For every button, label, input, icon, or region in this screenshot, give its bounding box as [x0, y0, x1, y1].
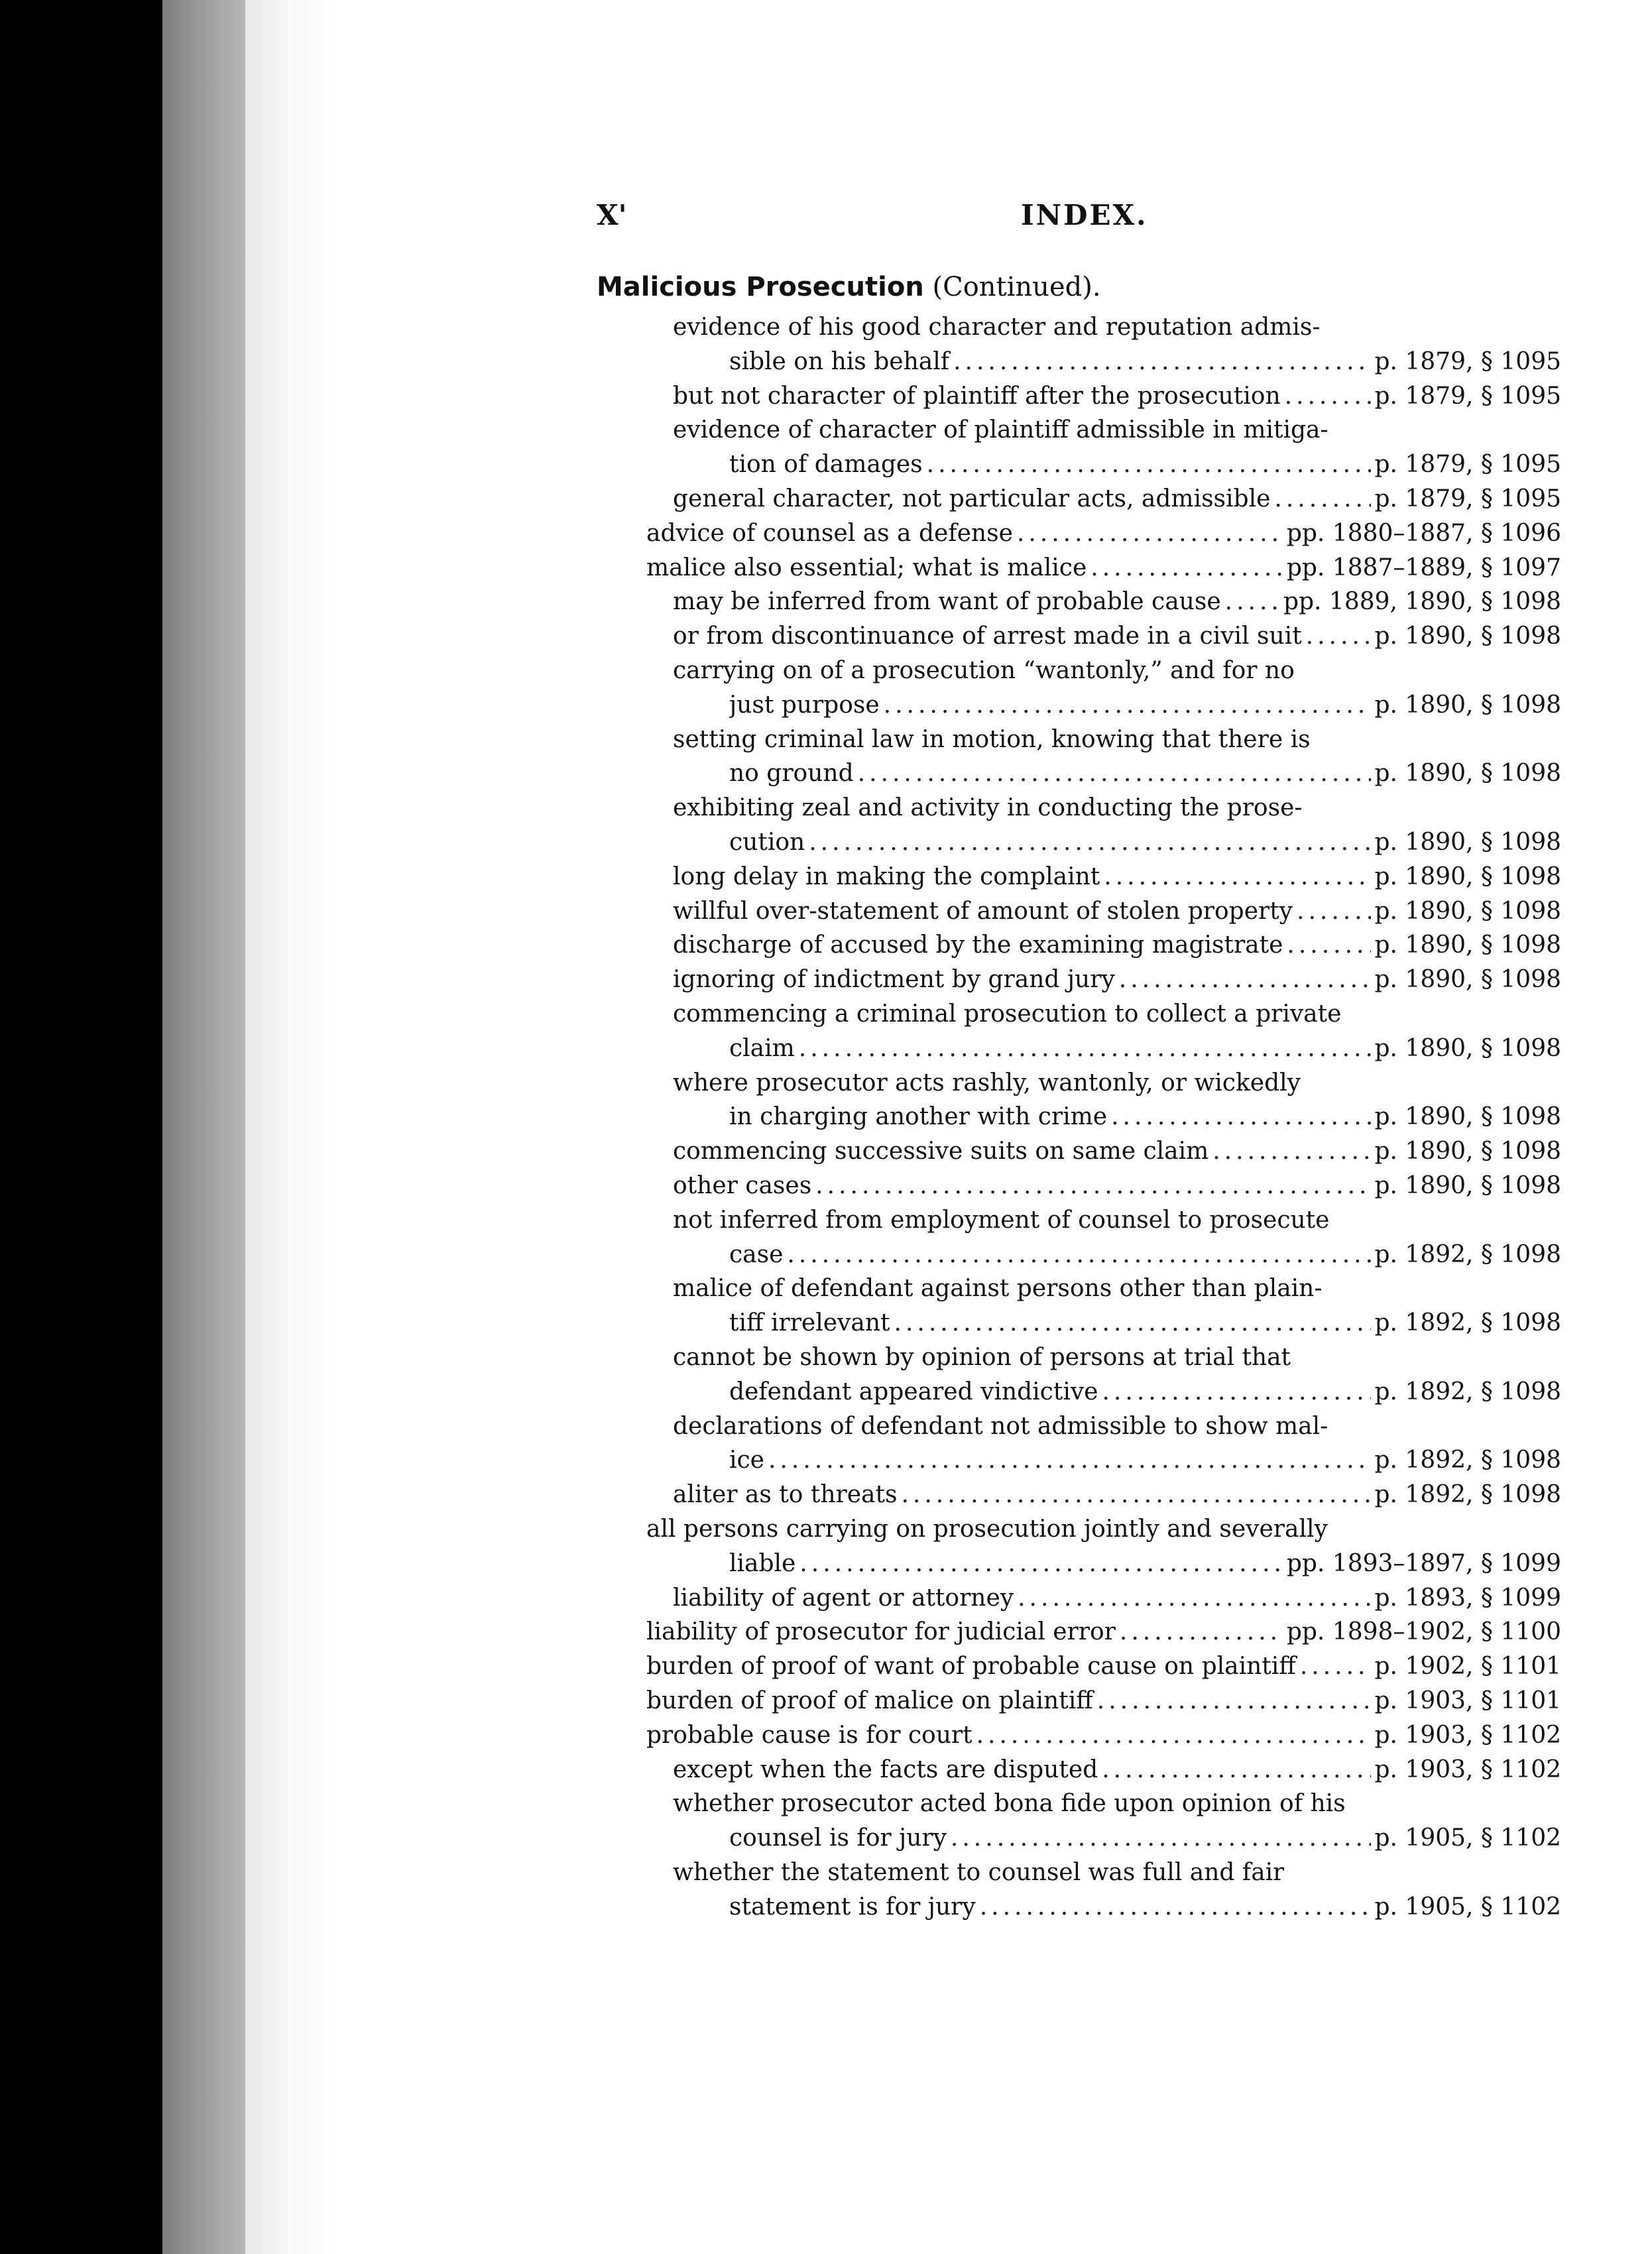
- index-entry: [673, 1134, 1561, 1169]
- index-entry: [646, 516, 1561, 551]
- index-entry: [729, 825, 1561, 860]
- leader-dots: [1225, 585, 1279, 619]
- leader-dots: [1119, 963, 1371, 997]
- entry-text: liability of agent or attorney: [673, 1584, 1014, 1612]
- index-entry: malice of defendant against persons other than plain-: [673, 1275, 1323, 1302]
- entry-text: defendant appeared vindictive: [729, 1378, 1098, 1405]
- index-entry: [673, 1169, 1561, 1203]
- index-entry: [729, 1547, 1561, 1581]
- entry-text: malice also essential; what is malice: [646, 554, 1087, 581]
- page-reference: pp. 1893–1897, § 1099: [1286, 1550, 1561, 1577]
- page-reference: p. 1892, § 1098: [1374, 1241, 1561, 1268]
- page-reference: p. 1890, § 1098: [1374, 863, 1561, 890]
- index-entry: [729, 1306, 1561, 1340]
- entry-text: just purpose: [729, 691, 880, 719]
- book-spine-shadow: [162, 0, 245, 2254]
- section-heading: [597, 272, 1101, 302]
- index-entry: cannot be shown by opinion of persons at trial that: [673, 1344, 1291, 1371]
- entry-text: cution: [729, 829, 805, 856]
- leader-dots: [1102, 1753, 1370, 1787]
- section-continued-label: (Continued).: [932, 272, 1101, 302]
- index-entry: [646, 1615, 1561, 1649]
- page-reference: p. 1890, § 1098: [1374, 966, 1561, 993]
- entry-text: sible on his behalf: [729, 348, 950, 375]
- entry-text: ice: [729, 1447, 764, 1474]
- leader-dots: [894, 1306, 1371, 1340]
- leader-dots: [858, 756, 1371, 791]
- entry-text: advice of counsel as a defense: [646, 520, 1013, 547]
- leader-dots: [1091, 551, 1283, 585]
- index-entry: whether prosecutor acted bona fide upon opinion of his: [673, 1790, 1346, 1817]
- leader-dots: [815, 1169, 1370, 1203]
- entry-text: discharge of accused by the examining magistrate: [673, 931, 1283, 959]
- entry-text: in charging another with crime: [729, 1103, 1108, 1130]
- index-entry: [729, 1443, 1561, 1478]
- entry-text: aliter as to threats: [673, 1481, 898, 1508]
- index-entry: [673, 963, 1561, 997]
- scan-left-margin: [0, 0, 162, 2254]
- index-entry: [729, 1032, 1561, 1066]
- leader-dots: [1274, 482, 1370, 516]
- index-entry: [729, 756, 1561, 791]
- page-reference: p. 1892, § 1098: [1374, 1481, 1561, 1508]
- index-entry: [673, 1478, 1561, 1512]
- entry-text: willful over-statement of amount of stolen property: [673, 898, 1293, 925]
- index-entry: evidence of character of plaintiff admissible in mitiga-: [673, 416, 1328, 444]
- leader-dots: [1017, 516, 1283, 551]
- page-reference: pp. 1898–1902, § 1100: [1286, 1618, 1561, 1645]
- page-reference: p. 1879, § 1095: [1374, 485, 1561, 512]
- page-reference: p. 1892, § 1098: [1374, 1378, 1561, 1405]
- page-reference: p. 1905, § 1102: [1374, 1824, 1561, 1852]
- index-entry: [673, 619, 1561, 654]
- entry-text: liable: [729, 1550, 796, 1577]
- leader-dots: [1111, 1100, 1370, 1134]
- entry-text: long delay in making the complaint: [673, 863, 1100, 890]
- page-reference: p. 1893, § 1099: [1374, 1584, 1561, 1612]
- index-entry: [646, 551, 1561, 585]
- entry-text: probable cause is for court: [646, 1722, 973, 1749]
- leader-dots: [951, 1821, 1371, 1856]
- leader-dots: [901, 1478, 1370, 1512]
- leader-dots: [884, 688, 1371, 723]
- index-entry: [646, 1649, 1561, 1684]
- leader-dots: [1285, 379, 1371, 414]
- entry-text: but not character of plaintiff after the prosecution: [673, 383, 1281, 410]
- section-title: Malicious Prosecution: [597, 272, 924, 302]
- index-entry: [673, 379, 1561, 414]
- page-reference: p. 1890, § 1098: [1374, 898, 1561, 925]
- entry-text: claim: [729, 1035, 795, 1062]
- index-entry: [673, 1753, 1561, 1787]
- leader-dots: [809, 825, 1370, 860]
- leader-dots: [1097, 1684, 1371, 1718]
- entry-text: statement is for jury: [729, 1893, 976, 1921]
- index-entry: commencing a criminal prosecution to collect a private: [673, 1000, 1342, 1028]
- leader-dots: [980, 1890, 1371, 1925]
- page-reference: pp. 1887–1889, § 1097: [1286, 554, 1561, 581]
- page-reference: p. 1879, § 1095: [1374, 451, 1561, 478]
- page-reference: p. 1892, § 1098: [1374, 1309, 1561, 1336]
- page-reference: p. 1902, § 1101: [1374, 1653, 1561, 1680]
- index-entry: carrying on of a prosecution “wantonly,” and for no: [673, 657, 1295, 684]
- leader-dots: [1104, 860, 1370, 894]
- entry-text: or from discontinuance of arrest made in a civil suit: [673, 623, 1302, 650]
- page-reference: p. 1890, § 1098: [1374, 1035, 1561, 1062]
- page-reference: p. 1890, § 1098: [1374, 691, 1561, 719]
- page-reference: p. 1890, § 1098: [1374, 829, 1561, 856]
- leader-dots: [1306, 619, 1371, 654]
- page-reference: p. 1890, § 1098: [1374, 1138, 1561, 1165]
- page-reference: pp. 1880–1887, § 1096: [1286, 520, 1561, 547]
- index-entry: [646, 1684, 1561, 1718]
- leader-dots: [1102, 1375, 1370, 1409]
- page-reference: pp. 1889, 1890, § 1098: [1283, 588, 1561, 615]
- index-entry: exhibiting zeal and activity in conducting the prose-: [673, 794, 1303, 821]
- index-entry: [673, 482, 1561, 516]
- index-entry: [673, 928, 1561, 963]
- entry-text: no ground: [729, 760, 854, 787]
- entry-text: burden of proof of want of probable cause on plaintiff: [646, 1653, 1296, 1680]
- leader-dots: [1212, 1134, 1370, 1169]
- entry-text: tiff irrelevant: [729, 1309, 890, 1336]
- index-entry: [729, 1821, 1561, 1856]
- index-entry: [729, 447, 1561, 482]
- entry-text: tion of damages: [729, 451, 923, 478]
- index-entry: [673, 894, 1561, 929]
- page-number: X': [597, 199, 627, 231]
- leader-dots: [1120, 1615, 1283, 1649]
- index-entry: [729, 1238, 1561, 1272]
- index-entry: setting criminal law in motion, knowing that there is: [673, 726, 1311, 753]
- entry-text: case: [729, 1241, 784, 1268]
- index-entry: where prosecutor acts rashly, wantonly, or wickedly: [673, 1069, 1301, 1097]
- index-entry: [673, 1581, 1561, 1616]
- entry-text: ignoring of indictment by grand jury: [673, 966, 1115, 993]
- page-header: [597, 199, 1564, 252]
- leader-dots: [953, 345, 1370, 379]
- page-reference: p. 1879, § 1095: [1374, 383, 1561, 410]
- entry-text: counsel is for jury: [729, 1824, 947, 1852]
- entry-text: commencing successive suits on same claim: [673, 1138, 1209, 1165]
- leader-dots: [927, 447, 1371, 482]
- index-entry: declarations of defendant not admissible to show mal-: [673, 1413, 1328, 1440]
- page-reference: p. 1879, § 1095: [1374, 348, 1561, 375]
- index-entry: [673, 585, 1561, 619]
- page-reference: p. 1890, § 1098: [1374, 1103, 1561, 1130]
- page-reference: p. 1890, § 1098: [1374, 623, 1561, 650]
- page-reference: p. 1903, § 1102: [1374, 1756, 1561, 1783]
- leader-dots: [799, 1547, 1282, 1581]
- page-reference: p. 1905, § 1102: [1374, 1893, 1561, 1921]
- index-entry: evidence of his good character and reputation admis-: [673, 314, 1321, 341]
- leader-dots: [1297, 894, 1370, 929]
- index-entry: [729, 1375, 1561, 1409]
- entry-text: burden of proof of malice on plaintiff: [646, 1687, 1093, 1714]
- entry-text: liability of prosecutor for judicial error: [646, 1618, 1116, 1645]
- leader-dots: [976, 1718, 1371, 1753]
- page-reference: p. 1890, § 1098: [1374, 1172, 1561, 1199]
- leader-dots: [1287, 928, 1370, 963]
- index-entry: whether the statement to counsel was full and fair: [673, 1859, 1285, 1886]
- running-title: INDEX.: [1021, 199, 1148, 231]
- index-entry: [673, 860, 1561, 894]
- index-entry: [729, 688, 1561, 723]
- index-entry: [646, 1718, 1561, 1753]
- index-entry: all persons carrying on prosecution jointly and severally: [646, 1515, 1328, 1543]
- page-reference: p. 1892, § 1098: [1374, 1447, 1561, 1474]
- leader-dots: [768, 1443, 1371, 1478]
- page-reference: p. 1903, § 1101: [1374, 1687, 1561, 1714]
- entry-text: other cases: [673, 1172, 812, 1199]
- page-reference: p. 1890, § 1098: [1374, 760, 1561, 787]
- entry-text: may be inferred from want of probable cause: [673, 588, 1221, 615]
- leader-dots: [787, 1238, 1370, 1272]
- index-entry: not inferred from employment of counsel to prosecute: [673, 1207, 1330, 1234]
- index-entry: [729, 1100, 1561, 1134]
- index-entry: [729, 1890, 1561, 1925]
- leader-dots: [1018, 1581, 1370, 1616]
- entry-text: except when the facts are disputed: [673, 1756, 1098, 1783]
- page-reference: p. 1903, § 1102: [1374, 1722, 1561, 1749]
- entry-text: general character, not particular acts, admissible: [673, 485, 1271, 512]
- leader-dots: [799, 1032, 1371, 1066]
- leader-dots: [1300, 1649, 1371, 1684]
- index-entry: [729, 345, 1561, 379]
- page-reference: p. 1890, § 1098: [1374, 931, 1561, 959]
